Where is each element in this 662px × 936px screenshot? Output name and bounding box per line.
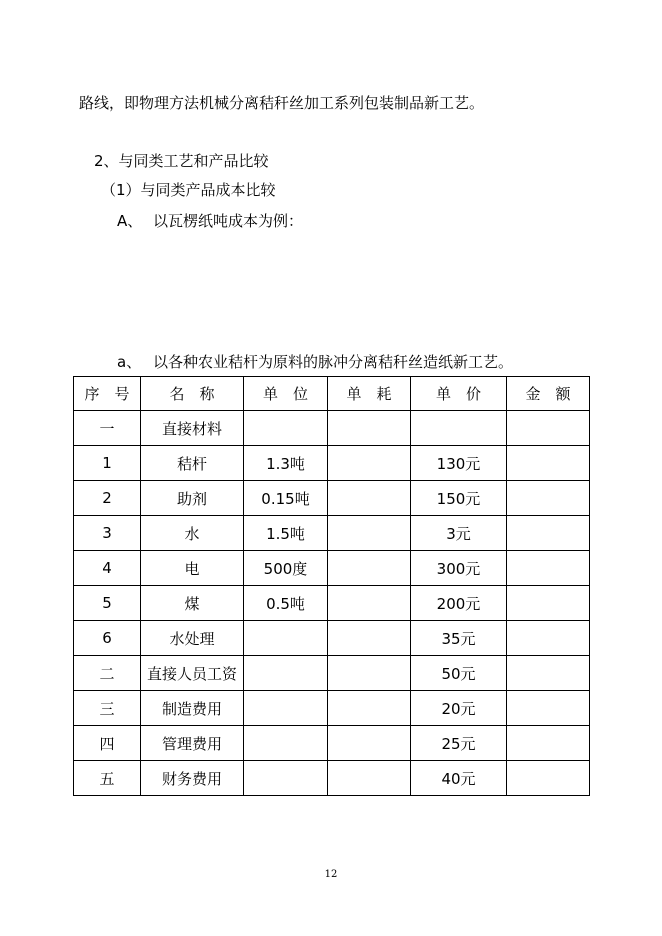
cell-amount: [507, 656, 590, 691]
cell-amount: [507, 516, 590, 551]
table-row: [74, 446, 590, 481]
header-cell-index: 序 号: [74, 377, 141, 411]
cell-unit-price: [411, 411, 507, 446]
table-row: [74, 586, 590, 621]
header-cell-unit: 单 位: [244, 377, 328, 411]
cell-name: 管理费用: [141, 726, 244, 761]
table-caption: [117, 352, 513, 372]
cell-unit: [244, 726, 328, 761]
cost-table: [73, 376, 590, 796]
table-row: [74, 656, 590, 691]
cell-name: 秸杆: [141, 446, 244, 481]
page-number: 12: [324, 869, 338, 880]
cell-unit: 1.3吨: [244, 446, 328, 481]
cell-amount: [507, 761, 590, 796]
table-row: [74, 516, 590, 551]
cell-amount: [507, 691, 590, 726]
cell-consumption: [328, 446, 411, 481]
cell-index: 二: [74, 656, 141, 691]
cell-consumption: [328, 586, 411, 621]
cell-consumption: [328, 726, 411, 761]
cell-index: 5: [74, 586, 141, 621]
table-row: [74, 411, 590, 446]
cell-unit-price: 50元: [411, 656, 507, 691]
cell-index: 四: [74, 726, 141, 761]
item-a-marker: A、: [117, 212, 143, 230]
header-cell-unit-price: 单 价: [411, 377, 507, 411]
cell-amount: [507, 621, 590, 656]
cell-name: 直接材料: [141, 411, 244, 446]
table-row: [74, 691, 590, 726]
cell-unit: 0.5吨: [244, 586, 328, 621]
item-a-text: 以瓦楞纸吨成本为例：: [153, 212, 304, 230]
cell-name: 财务费用: [141, 761, 244, 796]
cell-name: 水处理: [141, 621, 244, 656]
cell-unit-price: 130元: [411, 446, 507, 481]
cell-index: 1: [74, 446, 141, 481]
cell-index: 3: [74, 516, 141, 551]
table-row: [74, 761, 590, 796]
cell-unit-price: 40元: [411, 761, 507, 796]
cell-consumption: [328, 761, 411, 796]
table-row: [74, 551, 590, 586]
item-a: [117, 211, 303, 231]
table-caption-text: 以各种农业秸杆为原料的脉冲分离秸秆丝造纸新工艺。: [153, 353, 514, 371]
table-row: [74, 481, 590, 516]
cell-amount: [507, 726, 590, 761]
cell-index: 2: [74, 481, 141, 516]
cell-unit: 500度: [244, 551, 328, 586]
cell-consumption: [328, 551, 411, 586]
subsection-heading: （1）与同类产品成本比较: [101, 181, 276, 199]
cell-unit: [244, 656, 328, 691]
header-cell-name: 名 称: [141, 377, 244, 411]
cell-name: 水: [141, 516, 244, 551]
intro-paragraph: 路线，即物理方法机械分离秸秆丝加工系列包装制品新工艺。: [79, 94, 485, 112]
table-caption-marker: a、: [117, 353, 142, 371]
cell-consumption: [328, 516, 411, 551]
table-header-row: [74, 377, 590, 411]
table-row: [74, 621, 590, 656]
section-heading: 2、与同类工艺和产品比较: [94, 152, 269, 170]
cell-unit-price: 3元: [411, 516, 507, 551]
cell-amount: [507, 551, 590, 586]
cell-consumption: [328, 481, 411, 516]
cell-consumption: [328, 621, 411, 656]
cell-unit-price: 150元: [411, 481, 507, 516]
cell-unit-price: 25元: [411, 726, 507, 761]
cell-unit: [244, 411, 328, 446]
cell-index: 一: [74, 411, 141, 446]
cell-name: 电: [141, 551, 244, 586]
cell-unit: [244, 691, 328, 726]
cell-consumption: [328, 411, 411, 446]
cell-name: 直接人员工资: [141, 656, 244, 691]
cell-amount: [507, 481, 590, 516]
cell-unit: [244, 621, 328, 656]
cell-unit: 1.5吨: [244, 516, 328, 551]
cell-index: 6: [74, 621, 141, 656]
table-row: [74, 726, 590, 761]
cell-index: 五: [74, 761, 141, 796]
cell-name: 煤: [141, 586, 244, 621]
cell-name: 制造费用: [141, 691, 244, 726]
cell-unit-price: 200元: [411, 586, 507, 621]
header-cell-consumption: 单 耗: [328, 377, 411, 411]
cell-index: 三: [74, 691, 141, 726]
cell-consumption: [328, 656, 411, 691]
cell-unit-price: 20元: [411, 691, 507, 726]
cell-amount: [507, 446, 590, 481]
cell-unit: 0.15吨: [244, 481, 328, 516]
cell-unit: [244, 761, 328, 796]
cell-index: 4: [74, 551, 141, 586]
cell-unit-price: 35元: [411, 621, 507, 656]
cell-amount: [507, 586, 590, 621]
cell-unit-price: 300元: [411, 551, 507, 586]
cell-name: 助剂: [141, 481, 244, 516]
header-cell-amount: 金 额: [507, 377, 590, 411]
cell-consumption: [328, 691, 411, 726]
cell-amount: [507, 411, 590, 446]
